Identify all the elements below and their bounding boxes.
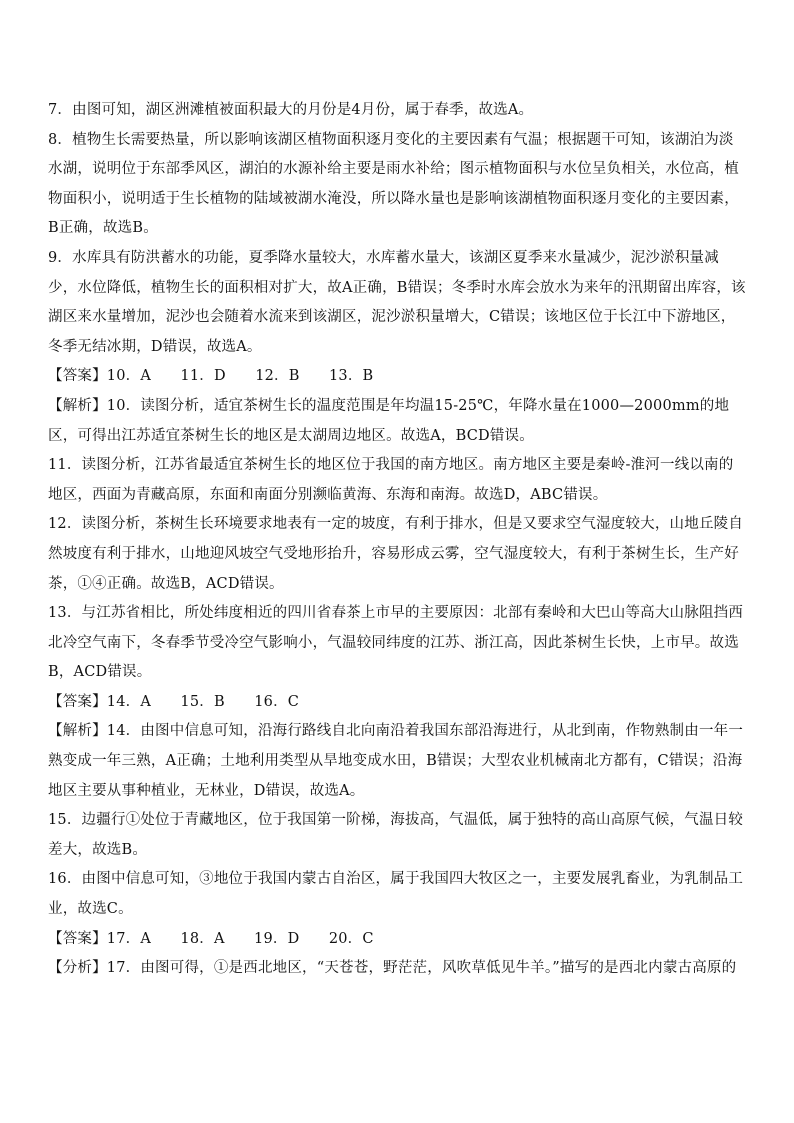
paragraph-q11: 11．读图分析，江苏省最适宜茶树生长的地区位于我国的南方地区。南方地区主要是秦岭-淮河一线以南的地区，西面为青藏高原，东面和南面分别濒临黄海、东海和南海。故选D，ABC错误。 xyxy=(48,457,734,503)
paragraph-q12: 12．读图分析，茶树生长环境要求地表有一定的坡度，有利于排水，但是又要求空气湿度较大，山地丘陵自然坡度有利于排水，山地迎风坡空气受地形抬升，容易形成云雾，空气湿度较大，有利于茶树生长，生产好茶，①④正确。故选B，ACD错误。 xyxy=(48,516,744,592)
paragraph-q8: 8．植物生长需要热量，所以影响该湖区植物面积逐月变化的主要因素有气温；根据题干可知，该湖泊为淡水湖，说明位于东部季风区，湖泊的水源补给主要是雨水补给；图示植物面积与水位呈负相关，水位高，植物面积小，说明适于生长植物的陆域被湖水淹没，所以降水量也是影响该湖植物面积逐月变化的主要因素，B正确，故选B。 xyxy=(48,131,739,237)
paragraph-q10: 【解析】10．读图分析，适宜茶树生长的温度范围是年均温15-25℃，年降水量在1000—2000mm的地区，可得出江苏适宜茶树生长的地区是太湖周边地区。故选A，BCD错误。 xyxy=(48,397,730,444)
paragraph-q13: 13．与江苏省相比，所处纬度相近的四川省春茶上市早的主要原因：北部有秦岭和大巴山等高大山脉阻挡西北冷空气南下，冬春季节受冷空气影响小，气温较同纬度的江苏、浙江高，因此茶树生长快，上市早。故选B，ACD错误。 xyxy=(48,605,744,681)
answer-line-14-16: 【答案】14．A 15．B 16．C xyxy=(48,693,300,710)
paragraph-q14: 【解析】14．由图中信息可知，沿海行路线自北向南沿着我国东部沿海进行，从北到南，作物熟制由一年一熟变成一年三熟，A正确；土地利用类型从旱地变成水田，B错误；大型农业机械南北方都有，C错误；沿海地区主要从事种植业，无林业，D错误，故选A。 xyxy=(48,723,744,799)
paragraph-q9: 9．水库具有防洪蓄水的功能，夏季降水量较大，水库蓄水量大，该湖区夏季来水量减少，泥沙淤积量减少，水位降低，植物生长的面积相对扩大，故A正确，B错误；冬季时水库会放水为来年的汛期留出库容，该湖区来水量增加，泥沙也会随着水流来到该湖区，泥沙淤积量增大，C错误；该地区位于长江中下游地区，冬季无结冰期，D错误，故选A。 xyxy=(48,249,746,355)
answer-line-10-13: 【答案】10．A 11．D 12．B 13．B xyxy=(48,368,374,385)
paragraph-q17: 【分析】17．由图可得，①是西北地区，“天苍苍，野茫茫，风吹草低见牛羊。”描写的是西北内蒙古高原的 xyxy=(48,960,737,977)
answer-explanation-body xyxy=(48,96,746,984)
paragraph-q7: 7．由图可知，湖区洲滩植被面积最大的月份是4月份，属于春季，故选A。 xyxy=(48,102,534,118)
answer-line-17-20: 【答案】17．A 18．A 19．D 20．C xyxy=(48,930,374,947)
paragraph-q15: 15．边疆行①处位于青藏地区，位于我国第一阶梯，海拔高，气温低，属于独特的高山高原气候，气温日较差大，故选B。 xyxy=(48,812,744,858)
paragraph-q16: 16．由图中信息可知，③地位于我国内蒙古自治区，属于我国四大牧区之一，主要发展乳畜业，为乳制品工业，故选C。 xyxy=(48,871,744,918)
